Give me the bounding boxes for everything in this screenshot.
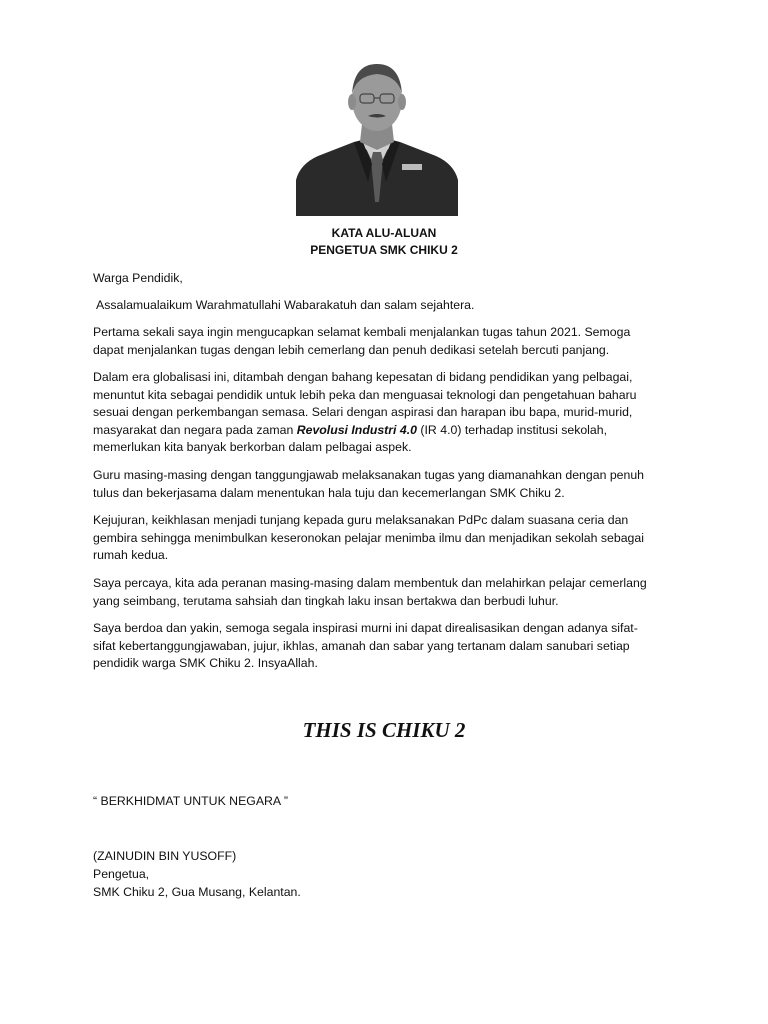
signatory-school: SMK Chiku 2, Gua Musang, Kelantan.: [93, 885, 301, 899]
paragraph-line: Saya berdoa dan yakin, semoga segala inspirasi murni ini dapat direalisasikan dengan adanya sifat-: [93, 621, 638, 635]
text-run: masyarakat dan negara pada zaman: [93, 422, 297, 437]
paragraph-line: Guru masing-masing dengan tanggungjawab melaksanakan tugas yang diamanahkan dengan penuh: [93, 468, 645, 482]
signatory-name: (ZAINUDIN BIN YUSOFF): [93, 849, 237, 863]
paragraph-4: [93, 512, 683, 565]
text-run: (IR 4.0) terhadap institusi sekolah,: [417, 422, 608, 437]
paragraph-line: Pertama sekali saya ingin mengucapkan selamat kembali menjalankan tugas tahun 2021. Semoga: [93, 325, 631, 339]
salam-line: Assalamualaikum Warahmatullahi Wabarakatuh dan salam sejahtera.: [96, 298, 475, 312]
paragraph-line: rumah kedua.: [93, 548, 169, 563]
paragraph-line: dapat menjalankan tugas dengan lebih cemerlang dan penuh dedikasi setelah bercuti panjang.: [93, 342, 610, 357]
paragraph-line: sesuai dengan perkembangan semasa. Selari dengan aspirasi dan harapan ibu bapa, murid-murid,: [93, 405, 633, 420]
paragraph-line: tulus dan bekerjasama dalam menentukan hala tuju dan kecemerlangan SMK Chiku 2.: [93, 485, 565, 500]
school-motto: THIS IS CHIKU 2: [302, 718, 466, 742]
principal-portrait: [296, 52, 458, 216]
paragraph-line: memerlukan kita banyak berkorban dalam pelbagai aspek.: [93, 440, 412, 455]
paragraph-line: pendidik warga SMK Chiku 2. InsyaAllah.: [93, 656, 318, 671]
paragraph-1: [93, 324, 683, 359]
paragraph-line: menuntut kita sebagai pendidik untuk lebih peka dan menguasai teknologi dan pengetahuan baharu: [93, 387, 637, 402]
paragraph-3: [93, 467, 683, 502]
paragraph-line: Kejujuran, keikhlasan menjadi tunjang kepada guru melaksanakan PdPc dalam suasana ceria dan: [93, 513, 629, 527]
heading-title: KATA ALU-ALUAN: [331, 226, 437, 240]
slogan: “ BERKHIDMAT UNTUK NEGARA ”: [93, 794, 288, 808]
greeting: Warga Pendidik,: [93, 271, 183, 285]
paragraph-5: [93, 575, 683, 610]
paragraph-line: gembira sehingga menimbulkan keseronokan pelajar menimba ilmu dan menjadikan sekolah sebagai: [93, 530, 644, 545]
emphasis-text: Revolusi Industri 4.0: [296, 422, 417, 437]
paragraph-6: [93, 620, 683, 673]
paragraph-line: [93, 422, 683, 440]
paragraph-line: Saya percaya, kita ada peranan masing-masing dalam membentuk dan melahirkan pelajar cemerlang: [93, 576, 647, 590]
paragraph-line: yang seimbang, terutama sahsiah dan tingkah laku insan bertakwa dan berbudi luhur.: [93, 593, 559, 608]
signatory-title: Pengetua,: [93, 867, 150, 881]
paragraph-2: [93, 369, 683, 457]
heading-subtitle: PENGETUA SMK CHIKU 2: [310, 243, 458, 257]
paragraph-line: Dalam era globalisasi ini, ditambah dengan bahang kepesatan di bidang pendidikan yang pelbagai,: [93, 370, 633, 384]
paragraph-line: sifat kebertanggungjawaban, jujur, ikhlas, amanah dan sabar yang tertanam dalam sanubari setiap: [93, 638, 630, 653]
